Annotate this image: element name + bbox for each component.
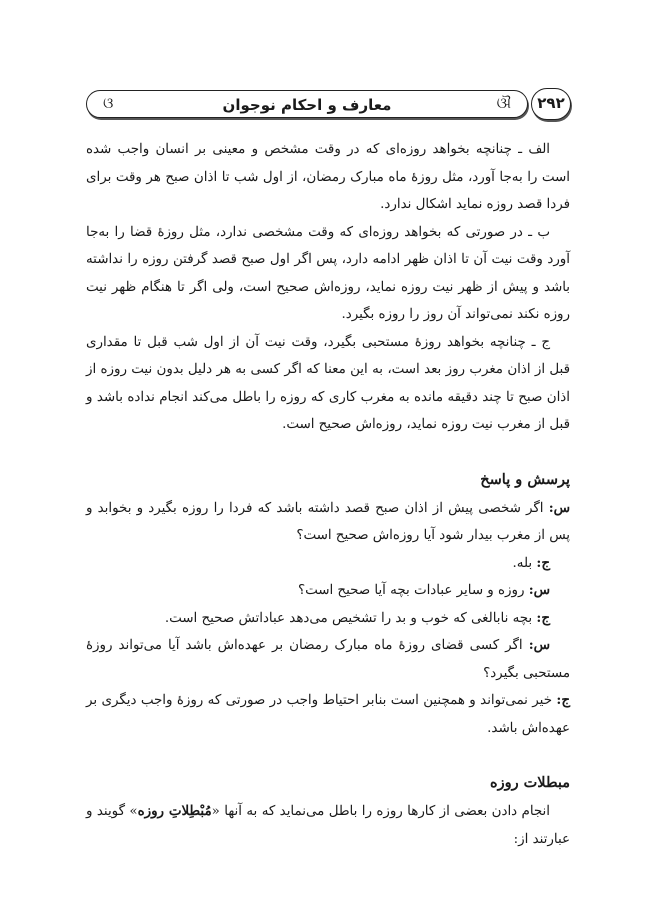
question-text: اگر شخصی پیش از اذان صبح قصد داشته باشد که فردا را روزه بگیرد و بخوابد و پس از مغرب بیدار شود آیا روزه‌اش صحیح است؟ — [86, 500, 570, 543]
paragraph-alef: الف ـ چنانچه بخواهد روزه‌ای که در وقت مشخص و معینی بر انسان واجب شده است را به‌جا آورد، مثل روزهٔ ماه مبارک رمضان، از اول شب تا اذان صبح هر وقت برای فردا قصد روزه نماید اشکال ندارد. — [86, 142, 570, 212]
question-2 — [86, 577, 570, 605]
answer-label: ج: — [536, 554, 550, 571]
question-text: اگر کسی قضای روزهٔ ماه مبارک رمضان بر عهده‌اش باشد آیا می‌تواند روزهٔ مستحبی بگیرد؟ — [86, 638, 570, 681]
ornament-right-icon: ଔ — [496, 94, 511, 112]
answer-2 — [86, 605, 570, 633]
qa-heading: پرسش و پاسخ — [480, 470, 570, 488]
answer-1 — [86, 550, 570, 578]
question-label: س: — [528, 637, 550, 653]
answer-3 — [86, 687, 570, 742]
question-text: روزه و سایر عبادات بچه آیا صحیح است؟ — [297, 583, 525, 598]
question-label: س: — [528, 582, 550, 598]
question-label: س: — [548, 499, 571, 516]
paragraph-jim: ج ـ چنانچه بخواهد روزهٔ مستحبی بگیرد، وقت نیت آن از اول شب قبل تا مقداری قبل از اذان مغرب روز بعد است، به این معنا که اگر کسی به هر دلیل بدون نیت روزه از اذان صبح تا چند دقیقه مانده به مغرب کاری که روزه را باطل می‌کند انجام نداده باشد و قبل از مغرب نیت روزه نماید، روزه‌اش صحیح است. — [86, 334, 570, 432]
mobtelat-intro: انجام دادن بعضی از کارها روزه را باطل می‌نماید که به آنها «مُبْطِلاتِ روزه» گویند و عبارتند از: — [86, 803, 570, 847]
mobtelat-term: مُبْطِلاتِ روزه — [137, 803, 212, 819]
book-title: معارف و احکام نوجوان — [222, 96, 392, 114]
answer-text: خیر نمی‌تواند و همچنین است بنابر احتیاط واجب در صورتی که روزهٔ واجب دیگری بر عهده‌اش باشد. — [86, 693, 570, 736]
page-header — [86, 88, 571, 122]
answer-text: بله. — [512, 555, 533, 571]
title-bar — [86, 90, 528, 118]
mobtelat-heading: مبطلات روزه — [490, 774, 570, 791]
paragraph-be: ب ـ در صورتی که بخواهد روزه‌ای که وقت مشخصی ندارد، مثل روزهٔ قضا را به‌جا آورد وقت نیت آن تا اذان ظهر ادامه دارد، پس اگر اول صبح قصد گرفتن روزه را نداشته باشد و پیش از ظهر نیت روزه نماید، روزه‌اش صحیح است، ولی اگر تا هنگام ظهر نیت روزه نکند نمی‌تواند آن روز را روزه بگیرد. — [86, 224, 570, 322]
answer-text: بچه نابالغی که خوب و بد را تشخیص می‌دهد عباداتش صحیح است. — [164, 610, 533, 626]
page-body — [86, 136, 570, 853]
ornament-left-icon: ଓ — [103, 94, 114, 112]
answer-label: ج: — [536, 609, 550, 626]
answer-label: ج: — [556, 692, 570, 708]
page-number: ۲۹۲ — [531, 88, 571, 120]
question-3 — [86, 632, 570, 687]
question-1 — [86, 495, 570, 550]
